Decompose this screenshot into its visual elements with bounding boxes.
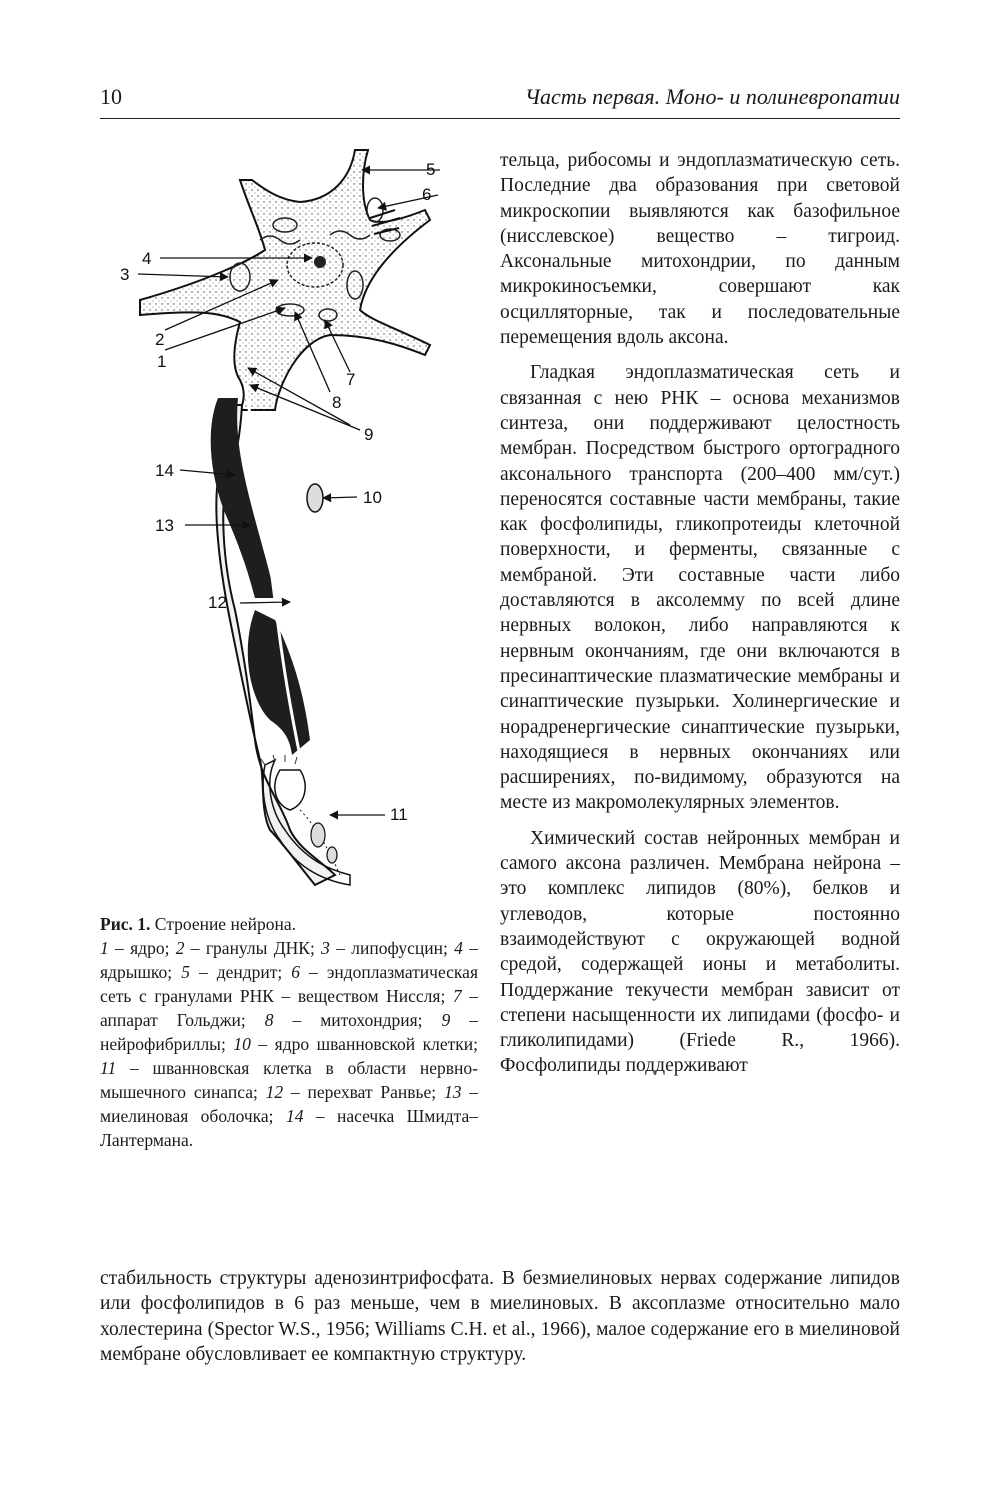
caption-item-number: 4 [454, 938, 463, 958]
caption-item [100, 938, 176, 958]
paragraph-1: тельца, рибосомы и эндоплазматическую сеть. Последние два образования при световой микроскопии выявляются как базофильное (нисслевское) вещество – тигроид. Аксональные митохондрии, по данным микрокиносъемки, совершают как осцилляторные, так и последовательные перемещения вдоль аксона. [500, 150, 900, 349]
paragraph-4: стабильность структуры аденозинтрифосфата. В безмиелиновых нервах содержание липидов или фосфолипидов в 6 раз меньше, чем в миелиновых. В аксоплазме относительно мало холестерина (Spector W.S., 1956; Williams C.H. et al., 1966), малое содержание его в миелиновой мембране обусловливает ее компактную структуру. [100, 1268, 900, 1365]
running-title: Часть первая. Моно- и полиневропатии [524, 84, 900, 109]
figure-label-10: 10 [363, 488, 382, 507]
caption-item-number: 3 [321, 938, 330, 958]
caption-item [181, 962, 291, 982]
caption-item-number: 12 [265, 1082, 284, 1102]
caption-items [100, 938, 478, 1150]
caption-item-text: – ядро шванновской клетки; [250, 1034, 479, 1054]
caption-item-text: – эндоплазматическая сеть с гранулами РНК – веществом Ниссля; [100, 962, 478, 1006]
figure-label-12: 12 [208, 593, 227, 612]
caption-item-number: 8 [264, 1010, 274, 1030]
figure-label-4: 4 [142, 249, 152, 268]
caption-title-line [100, 912, 478, 936]
caption-item-number: 2 [175, 938, 185, 958]
caption-item-text: – дендрит; [189, 962, 292, 982]
caption-item-text: – аппарат Гольджи; [100, 986, 478, 1030]
figure-label-13: 13 [155, 516, 174, 535]
neuron-figure [100, 140, 480, 910]
figure-label-2: 2 [155, 330, 165, 349]
caption-item-text: – липофусцин; [329, 938, 455, 958]
figure-label-11: 11 [390, 805, 408, 824]
caption-item-number: 10 [233, 1034, 251, 1054]
figure-caption [100, 912, 478, 1152]
caption-item [265, 1010, 442, 1030]
figure-label-7: 7 [346, 370, 356, 389]
figure-label-9: 9 [364, 425, 374, 444]
caption-item [233, 1034, 478, 1054]
caption-item-text: – нейрофибриллы; [100, 1010, 478, 1054]
paragraph-2: Гладкая эндоплазматическая сеть и связанная с нею РНК – основа механизмов синтеза, они поддерживают целостность мембран. Посредством быстрого ортоградного аксонального транспорта (200–400 мм/сут.) переносятся составные части мембраны, такие как фосфолипиды, гликопротеиды клеточной поверхности, и ферменты, связанные с мембраной. Эти составные части либо доставляются в аксолемму по всей длине нервных волокон, либо направляются к нервным окончаниям, где они включаются в пресинаптические плазматические мембраны и синаптические пузырьки. Холинергические и норадренергические синаптические пузырьки, находящиеся в нервных окончаниях или расширениях, по-видимому, образуются на месте из макромолекулярных элементов. [500, 362, 900, 814]
caption-item-number: 7 [452, 986, 462, 1006]
full-width-text [100, 1266, 900, 1367]
caption-item [176, 938, 321, 958]
caption-item-text: – миелиновая оболочка; [100, 1082, 479, 1126]
cell-body [140, 150, 430, 410]
figure-label-3: 3 [120, 265, 130, 284]
page-number: 10 [100, 84, 122, 109]
axon [211, 385, 350, 885]
caption-label: Рис. 1. [100, 914, 151, 934]
paragraph-3: Химический состав нейронных мембран и самого аксона различен. Мембрана нейрона – это комплекс липидов (80%), белков и углеводов, которые постоянно взаимодействуют с окружающей водной средой, содержащей ионы и метаболиты. Поддержание текучести мембран зависит от степени насыщенности их липидами (фосфо- и гликолипидами) (Friede R., 1966). Фосфолипиды поддерживают [500, 827, 900, 1077]
caption-item-number: 5 [181, 962, 190, 982]
neuron-illustration [100, 140, 480, 910]
caption-item-text: – насечка Шмидта–Лантермана. [100, 1106, 478, 1150]
figure-label-1: 1 [157, 352, 167, 371]
caption-item-text: – перехват Ранвье; [283, 1082, 444, 1102]
caption-item-number: 9 [441, 1010, 451, 1030]
caption-item-number: 6 [291, 962, 301, 982]
caption-title: Строение нейрона. [154, 914, 296, 934]
caption-item-number: 13 [443, 1082, 462, 1102]
caption-item [321, 938, 454, 958]
running-header [100, 84, 900, 119]
figure-label-8: 8 [332, 393, 342, 412]
caption-item-text: – гранулы ДНК; [184, 938, 322, 958]
caption-item-text: – шванновская клетка в области нервно-мышечного синапса; [100, 1058, 478, 1102]
caption-item-text: – ядрышко; [100, 938, 478, 982]
caption-item-number: 11 [100, 1058, 117, 1078]
caption-item-number: 1 [100, 938, 109, 958]
caption-item [266, 1082, 444, 1102]
caption-item-text: – ядро; [108, 938, 176, 958]
figure-label-14: 14 [155, 461, 174, 480]
caption-item-text: – митохондрия; [273, 1010, 442, 1030]
figure-label-6: 6 [422, 185, 432, 204]
right-column [500, 148, 900, 1089]
caption-item-number: 14 [285, 1106, 304, 1126]
figure-label-5: 5 [426, 160, 436, 179]
